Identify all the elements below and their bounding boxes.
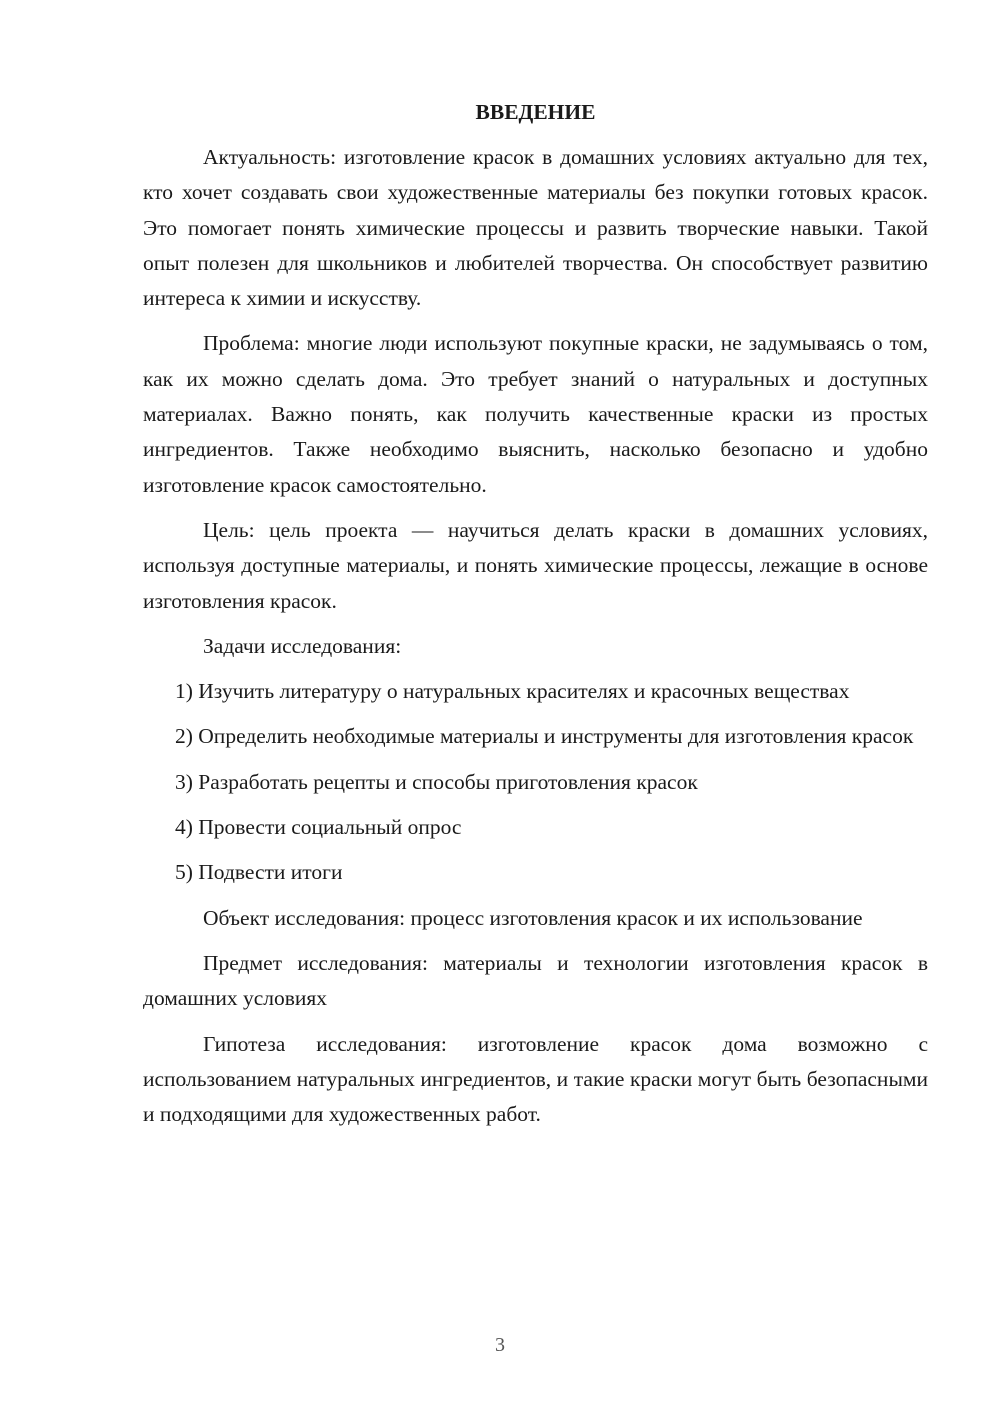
relevance-paragraph: Актуальность: изготовление красок в домашних условиях актуально для тех, кто хочет создавать свои художественные материалы без покупки готовых красок. Это помогает понять химические процессы и развить творческие навыки. Такой опыт полезен для школьников и любителей творчества. Он способствует развитию интереса к химии и искусству. [143, 145, 928, 311]
problem-paragraph: Проблема: многие люди используют покупные краски, не задумываясь о том, как их можно сделать дома. Это требует знаний о натуральных и доступных материалах. Важно понять, как получить качественные краски из простых ингредиентов. Также необходимо выяснить, насколько безопасно и удобно изготовление красок самостоятельно. [143, 331, 928, 497]
goal-paragraph: Цель: цель проекта — научиться делать краски в домашних условиях, используя доступные материалы, и понять химические процессы, лежащие в основе изготовления красок. [143, 517, 928, 613]
page-number: 3 [495, 1334, 505, 1356]
tasks-list [143, 674, 928, 890]
list-item: 4) Провести социальный опрос [175, 815, 462, 840]
subject-paragraph: Предмет исследования: материалы и технологии изготовления красок в домашних условиях [143, 950, 928, 1011]
hypothesis-paragraph: Гипотеза исследования: изготовление красок дома возможно с использованием натуральных ингредиентов, и такие краски могут быть безопасными и подходящими для художественных работ. [143, 1031, 928, 1127]
list-item: 5) Подвести итоги [175, 860, 343, 885]
document-page [143, 95, 928, 1142]
page-title: ВВЕДЕНИЕ [475, 100, 596, 124]
tasks-heading: Задачи исследования: [203, 633, 402, 658]
list-item: 1) Изучить литературу о натуральных красителях и красочных веществах [175, 679, 850, 704]
object-paragraph: Объект исследования: процесс изготовления красок и их использование [203, 905, 863, 930]
list-item: 2) Определить необходимые материалы и инструменты для изготовления красок [175, 724, 914, 749]
list-item: 3) Разработать рецепты и способы приготовления красок [175, 769, 698, 794]
